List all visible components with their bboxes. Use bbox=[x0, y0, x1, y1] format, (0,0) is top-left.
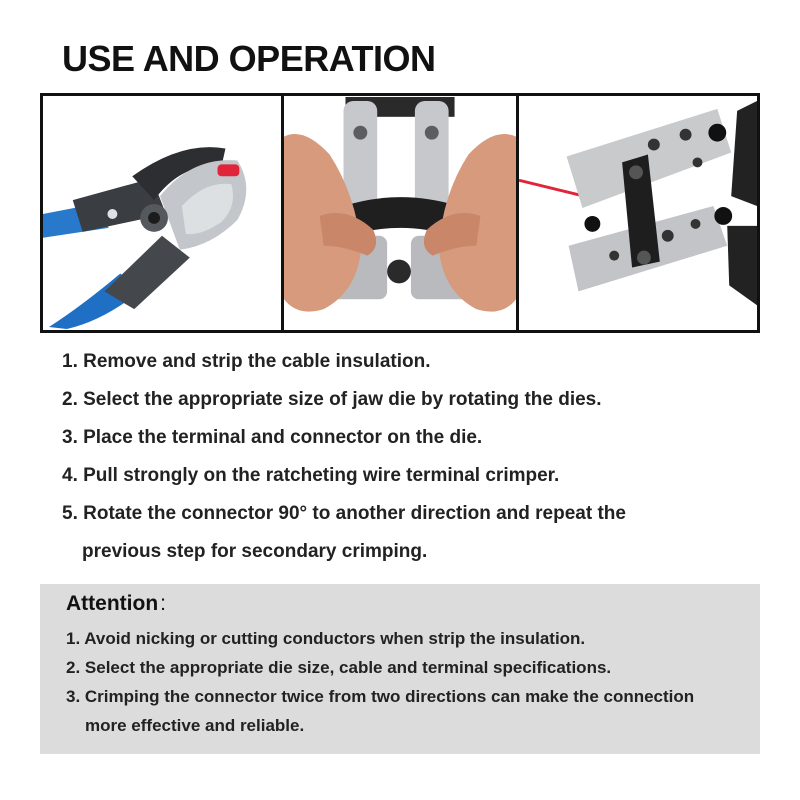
attention-title bbox=[66, 592, 166, 616]
step-5-continuation: previous step for secondary crimping. bbox=[82, 541, 428, 562]
crimper-head-photo bbox=[516, 96, 757, 330]
cable-cutter-icon bbox=[43, 96, 281, 330]
attention-title-text: Attention bbox=[66, 592, 159, 615]
step-1: 1. Remove and strip the cable insulation. bbox=[62, 351, 431, 372]
step-4: 4. Pull strongly on the ratcheting wire terminal crimper. bbox=[62, 465, 560, 486]
step-3: 3. Place the terminal and connector on the die. bbox=[62, 427, 483, 448]
attention-box bbox=[40, 584, 760, 754]
attention-item-1: 1. Avoid nicking or cutting conductors when strip the insulation. bbox=[66, 629, 586, 648]
page-title: USE AND OPERATION bbox=[62, 38, 436, 79]
attention-item-2: 2. Select the appropriate die size, cable and terminal specifications. bbox=[66, 658, 612, 677]
hands-crimper-icon bbox=[284, 96, 516, 330]
photo-strip bbox=[40, 93, 760, 333]
cable-cutter-photo bbox=[43, 96, 281, 330]
step-5: 5. Rotate the connector 90° to another direction and repeat the bbox=[62, 503, 626, 524]
steps-list bbox=[62, 343, 626, 571]
attention-item-3: 3. Crimping the connector twice from two directions can make the connection bbox=[66, 687, 695, 706]
attention-item-3-continuation: more effective and reliable. bbox=[85, 716, 305, 735]
attention-colon: : bbox=[160, 592, 166, 615]
attention-list bbox=[66, 624, 694, 740]
hands-crimper-photo bbox=[281, 96, 516, 330]
step-2: 2. Select the appropriate size of jaw die by rotating the dies. bbox=[62, 389, 602, 410]
crimper-head-icon bbox=[519, 96, 757, 330]
